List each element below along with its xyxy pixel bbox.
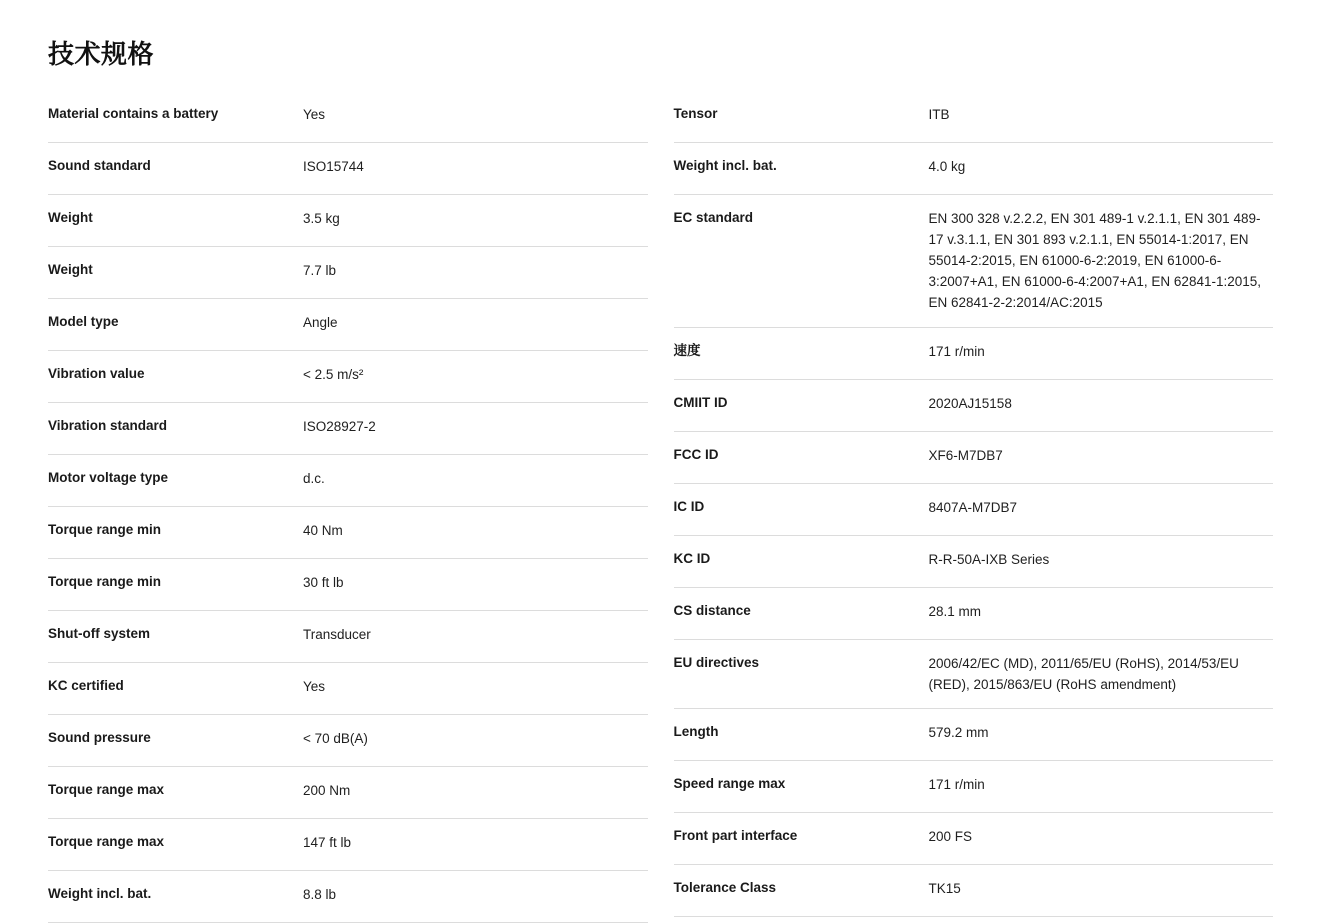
table-row [48,767,648,819]
spec-value: 200 Nm [303,783,351,798]
table-row [48,299,648,351]
spec-value: 28.1 mm [928,603,982,619]
spec-value: ITB [928,107,950,122]
table-row [48,559,648,611]
spec-label: Material contains a battery [48,106,219,121]
table-row [674,143,1274,195]
table-row [48,871,648,923]
spec-value: 200 FS [928,829,973,845]
table-row [674,865,1274,917]
table-row [674,328,1274,380]
spec-label: Weight incl. bat. [673,158,777,173]
spec-value: 2020AJ15158 [928,395,1012,411]
spec-label: Torque range min [48,522,162,537]
spec-label: 速度 [673,342,701,358]
spec-value: 147 ft lb [303,835,352,850]
spec-value: Yes [303,107,326,122]
table-row [674,380,1274,432]
spec-value: 30 ft lb [303,575,344,590]
spec-label: Sound standard [48,158,151,173]
spec-value: 40 Nm [303,523,343,538]
spec-value: Yes [303,679,326,694]
spec-value: EN 300 328 v.2.2.2, EN 301 489-1 v.2.1.1, EN 301 489-17 v.3.1.1, EN 301 893 v.2.1.1, EN 55014-1:2017, EN 55014-2:2015, EN 61000-6-2:2019, EN 61000-6-3:2007+A1, EN 61000-6-4:2007+A1, EN 62841-1:2015, EN 62841-2-2:2014/AC:2015 [928,211,1262,310]
spec-label: CMIIT ID [673,394,728,410]
page-title: 技术规格 [48,39,155,69]
table-row [48,93,648,143]
spec-value: < 70 dB(A) [303,731,368,746]
spec-label: Vibration standard [48,418,168,433]
table-row [48,819,648,871]
spec-label: Motor voltage type [48,470,169,485]
table-row [48,195,648,247]
spec-value: Angle [303,315,338,330]
spec-value: ISO15744 [303,159,364,174]
spec-label: Tolerance Class [673,880,777,896]
table-row [48,351,648,403]
table-row [48,663,648,715]
spec-label: Torque range max [48,834,165,849]
spec-value: Transducer [303,627,371,642]
table-row [48,403,648,455]
spec-label: CS distance [673,602,751,618]
spec-value: XF6-M7DB7 [928,447,1003,463]
table-row [674,484,1274,536]
spec-value: d.c. [303,471,325,486]
table-row [48,715,648,767]
table-row [674,588,1274,640]
table-row [48,611,648,663]
table-row [674,432,1274,484]
spec-value: 171 r/min [928,777,985,793]
spec-label: Speed range max [673,776,786,792]
spec-label: Vibration value [48,366,145,381]
spec-label: Torque range min [48,574,162,589]
table-row [48,143,648,195]
table-row [674,536,1274,588]
spec-label: Weight [48,210,93,225]
spec-label: Sound pressure [48,730,151,745]
spec-label: Weight [48,262,93,277]
spec-value: ISO28927-2 [303,419,376,434]
spec-column-left [48,93,648,923]
spec-value: TK15 [928,881,961,897]
spec-column-right [674,93,1274,917]
spec-label: EC standard [673,210,754,225]
spec-value: 2006/42/EC (MD), 2011/65/EU (RoHS), 2014/53/EU (RED), 2015/863/EU (RoHS amendment) [928,655,1239,692]
spec-value: 579.2 mm [928,725,989,741]
table-row [674,640,1274,710]
table-row [674,709,1274,761]
spec-label: Length [673,724,719,740]
spec-label: Weight incl. bat. [48,886,152,901]
spec-value: 7.7 lb [303,263,337,278]
spec-label: FCC ID [673,446,719,462]
spec-value: 8.8 lb [303,887,337,902]
spec-value: 8407A-M7DB7 [928,499,1018,515]
spec-label: KC ID [673,550,711,566]
spec-value: 171 r/min [928,343,985,359]
tech-spec-page [0,34,1321,922]
table-row [48,507,648,559]
table-row [48,455,648,507]
spec-label: KC certified [48,678,124,693]
spec-value: R-R-50A-IXB Series [928,551,1050,567]
spec-table [48,93,1273,923]
spec-label: Torque range max [48,782,165,797]
table-row [674,93,1274,143]
spec-label: IC ID [673,498,705,514]
table-row [674,813,1274,865]
spec-label: Front part interface [673,828,798,844]
table-row [674,195,1274,328]
table-row [48,247,648,299]
spec-value: 4.0 kg [928,159,966,174]
spec-value: 3.5 kg [303,211,340,226]
spec-label: Model type [48,314,119,329]
table-row [674,761,1274,813]
spec-label: Shut-off system [48,626,151,641]
spec-label: EU directives [673,654,760,670]
spec-value: < 2.5 m/s² [303,367,364,382]
spec-label: Tensor [673,106,718,121]
